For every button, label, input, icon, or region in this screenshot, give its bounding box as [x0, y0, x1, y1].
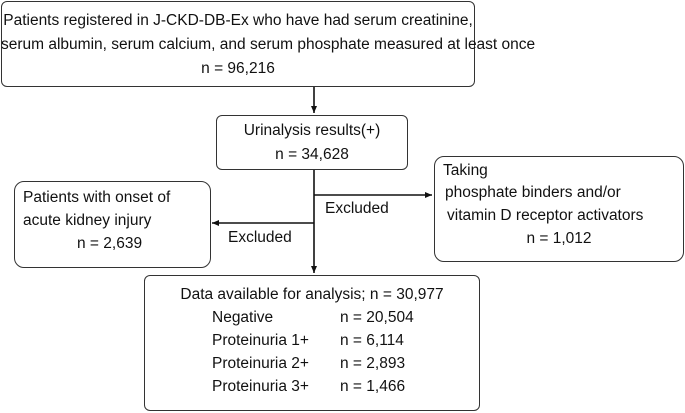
binders-line-3: vitamin D receptor activators [447, 207, 644, 224]
binders-line-1: Taking [443, 162, 488, 179]
urinalysis-label: Urinalysis results(+) [243, 122, 381, 139]
aki-line-2: acute kidney injury [23, 212, 152, 229]
aki-line-1: Patients with onset of [23, 189, 171, 206]
group-p2-label: Proteinuria 2+ [212, 355, 309, 372]
analysis-title: Data available for analysis; n = 30,977 [180, 286, 444, 303]
group-p1-label: Proteinuria 1+ [212, 332, 309, 349]
group-p3-count: n = 1,466 [340, 378, 406, 395]
urinalysis-count: n = 34,628 [275, 146, 349, 163]
registered-line-2: serum albumin, serum calcium, and serum phosphate measured at least once [1, 36, 536, 53]
group-p1-count: n = 6,114 [340, 332, 404, 349]
aki-count: n = 2,639 [77, 235, 143, 252]
excluded-label-left: Excluded [228, 229, 292, 246]
binders-count: n = 1,012 [526, 230, 592, 247]
registered-count: n = 96,216 [201, 60, 275, 77]
excluded-label-right: Excluded [325, 200, 389, 217]
binders-line-2: phosphate binders and/or [445, 184, 621, 201]
group-negative-count: n = 20,504 [340, 309, 414, 326]
group-p3-label: Proteinuria 3+ [212, 378, 309, 395]
group-negative-label: Negative [212, 309, 274, 326]
registered-line-1: Patients registered in J-CKD-DB-Ex who have had serum creatinine, [3, 12, 473, 29]
group-p2-count: n = 2,893 [340, 355, 406, 372]
